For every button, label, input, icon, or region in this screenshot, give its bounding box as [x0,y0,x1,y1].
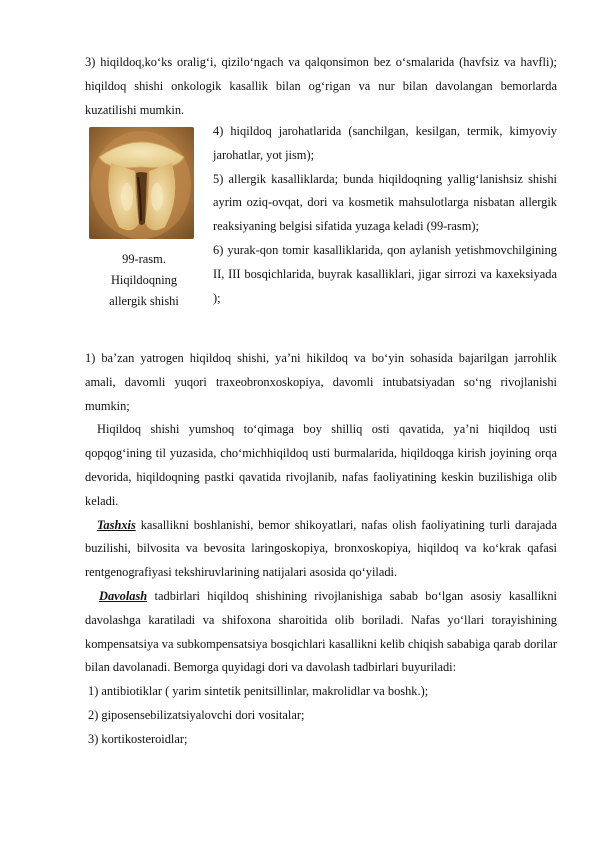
figure-side-text [213,120,557,310]
paragraph-treatment [85,585,557,680]
treatment-text: tadbirlari hiqildoq shishining rivojlanishiga sabab bo‘lgan asosiy kasallikni davolashga karatiladi va shifoxona sharoitida olib boriladi. Nafas yo‘llari torayishining kompensatsiya va subkompensatsiya bosqichlari kasallikni kelib chiqish sababiga qarab dorilar bilan davolanadi. Bemorga quyidagi dori va davolash tadbirlari buyuriladi: [85,588,557,675]
diagnosis-keyword: Tashxis [97,517,136,532]
figure [85,127,197,312]
paragraph-iatrogenic: 1) ba’zan yatrogen hiqildoq shishi, ya’ni hikildoq va bo‘yin sohasida bajarilgan jarrohlik amali, davomli yuqori traxeobronxoskopiya, davomli intubatsiyadan so‘ng rivojlanishi mumkin; [85,351,557,413]
treatment-list [85,680,557,751]
treatment-keyword: Davolash [99,588,148,603]
paragraph-item-4: 4) hiqildoq jarohatlarida (sanchilgan, kesilgan, termik, kimyoviy jarohatlar, yot jism); [213,124,557,162]
paragraph-diagnosis [85,514,557,585]
figure-row [85,120,557,347]
larynx-allergic-edema-image [89,127,194,239]
caption-number: 99-rasm. [122,252,166,266]
paragraph-item-6: 6) yurak-qon tomir kasalliklarida, qon aylanish yetishmovchilgining II, III bosqichlarida, buyrak kasalliklari, jigar sirrozi va kaxeksiyada ); [213,242,557,305]
body-text-block [85,347,557,752]
figure-caption [85,249,203,312]
caption-line-3: allergik shishi [109,294,179,308]
paragraph-item-5: 5) allergik kasalliklarda; bunda hiqildoqning yallig‘lanishsiz shishi ayrim oziq-ovqat, dori va kosmetik mahsulotlarga nisbatan allergik reaksiyaning belgisi sifatida yuzaga keladi (99-rasm); [213,171,557,234]
paragraph-item-3: 3) hiqildoq,ko‘ks oralig‘i, qizilo‘ngach va qalqonsimon bez o‘smalarida (havfsiz va havfli); hiqildoq shishi onkologik kasallik bilan og‘rigan va nur bilan davolangan bemorlarda kuzatilishi mumkin. [85,55,557,117]
list-item: 2) giposensebilizatsiyalovchi dori vositalar; [88,707,305,722]
list-item: 1) antibiotiklar ( yarim sintetik penitsillinlar, makrolidlar va boshk.); [88,684,429,699]
caption-line-2: Hiqildoqning [110,273,178,287]
top-text-block [85,51,557,122]
diagnosis-text: kasallikni boshlanishi, bemor shikoyatlari, nafas olish faoliyatining turli darajada buzilishi, bilvosita va bevosita laringoskopiya, bronxoskopiya, hiqildoq va ko‘krak qafasi rentgenografiyasi tekshiruvlarining natijalari asosida qo‘yiladi. [85,517,557,580]
list-item: 3) kortikosteroidlar; [88,731,188,746]
larynx-photo [89,127,194,239]
paragraph-mechanism: Hiqildoq shishi yumshoq to‘qimaga boy shilliq osti qavatida, ya’ni hiqildoq usti qopqog‘ining til yuzasida, cho‘michhiqildoq usti burmalarida, hiqildoqga kirish joyining orqa devorida, hiqildoqning pastki qavatida rivojlanib, nafas faoliyatining keskin buzilishiga olib keladi. [85,422,557,508]
